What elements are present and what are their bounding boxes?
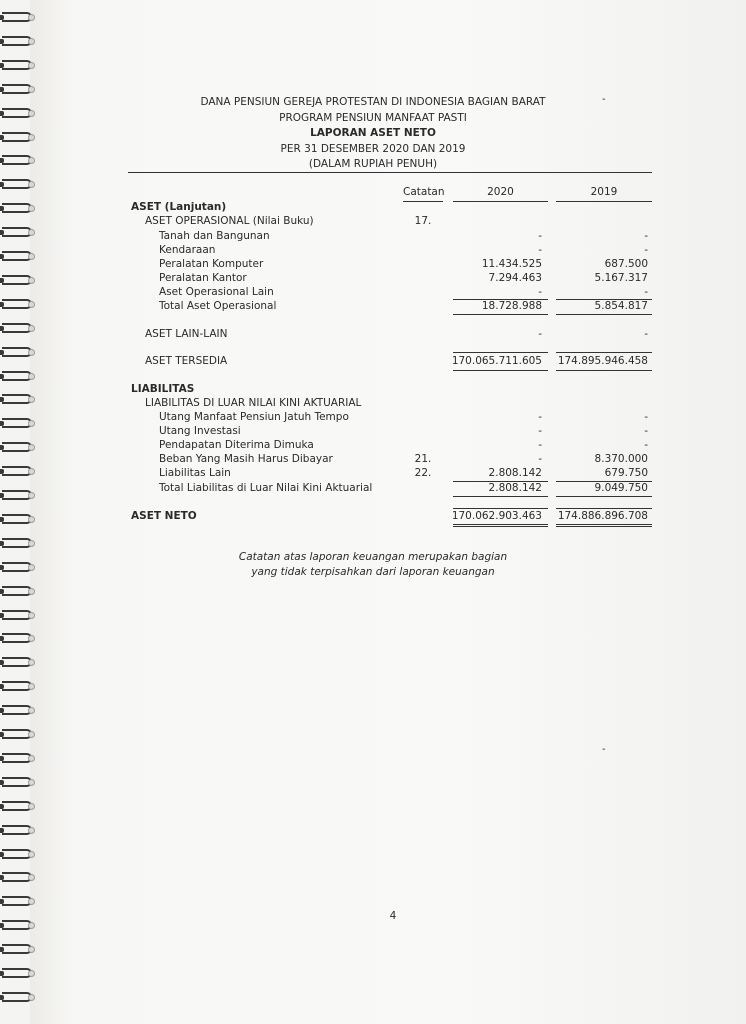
binding-hole xyxy=(28,683,35,690)
binding-hole xyxy=(28,946,35,953)
value-2019: 174.895.946.458 xyxy=(557,355,648,367)
value-2020: 11.434.525 xyxy=(481,258,542,270)
binding-hole xyxy=(28,635,35,642)
binding-hole xyxy=(28,970,35,977)
binding-hole xyxy=(28,779,35,786)
subtotal-rule xyxy=(556,496,652,497)
value-2020: 2.808.142 xyxy=(488,467,542,479)
table-row xyxy=(0,482,746,496)
binding-hole xyxy=(28,874,35,881)
table-row xyxy=(0,383,746,397)
row-label: ASET NETO xyxy=(131,510,197,522)
binding-hole xyxy=(28,62,35,69)
row-note: 22. xyxy=(414,467,432,479)
binding-hole xyxy=(28,803,35,810)
value-2019: 687.500 xyxy=(604,258,648,270)
binding-hole xyxy=(28,731,35,738)
value-2020: - xyxy=(538,439,542,451)
value-2020: - xyxy=(538,425,542,437)
row-label: Utang Investasi xyxy=(159,425,241,437)
footnote-line: yang tidak terpisahkan dari laporan keuangan xyxy=(251,566,495,578)
column-2020-header: 2020 xyxy=(487,186,514,198)
table-row xyxy=(0,272,746,286)
value-2020: 18.728.988 xyxy=(481,300,542,312)
table-row xyxy=(0,215,746,229)
binding-hole xyxy=(28,994,35,1001)
row-label: Kendaraan xyxy=(159,244,216,256)
header-rule xyxy=(128,172,652,173)
binding-hole xyxy=(28,755,35,762)
table-row xyxy=(0,439,746,453)
value-2019: - xyxy=(644,244,648,256)
binding-hole xyxy=(28,14,35,21)
header-report-title: LAPORAN ASET NETO xyxy=(310,127,436,139)
binding-hole xyxy=(28,898,35,905)
row-label: Peralatan Kantor xyxy=(159,272,247,284)
row-label: ASET (Lanjutan) xyxy=(131,201,227,213)
row-label: ASET LAIN-LAIN xyxy=(145,328,228,340)
subtotal-rule xyxy=(453,314,548,315)
table-row xyxy=(0,258,746,272)
table-row xyxy=(0,300,746,314)
row-label: ASET TERSEDIA xyxy=(145,355,228,367)
total-rule xyxy=(453,508,548,509)
stray-mark: - xyxy=(602,94,606,105)
row-label: Beban Yang Masih Harus Dibayar xyxy=(159,453,333,465)
value-2019: - xyxy=(644,411,648,423)
value-2020: - xyxy=(538,286,542,298)
header-period: PER 31 DESEMBER 2020 DAN 2019 xyxy=(280,143,466,155)
total-rule xyxy=(453,370,548,371)
value-2020: - xyxy=(538,411,542,423)
table-row xyxy=(0,510,746,524)
binding-hole xyxy=(28,612,35,619)
binding-hole xyxy=(28,659,35,666)
row-label: LIABILITAS DI LUAR NILAI KINI AKTUARIAL xyxy=(145,397,362,409)
total-rule xyxy=(556,508,652,509)
value-2020: - xyxy=(538,230,542,242)
table-row xyxy=(0,286,746,300)
row-label: Peralatan Komputer xyxy=(159,258,264,270)
row-label: Total Aset Operasional xyxy=(159,300,277,312)
value-2019: 174.886.896.708 xyxy=(557,510,648,522)
table-row xyxy=(0,244,746,258)
header-company: DANA PENSIUN GEREJA PROTESTAN DI INDONESIA BAGIAN BARAT xyxy=(200,96,546,108)
binding-hole xyxy=(28,181,35,188)
binding-hole xyxy=(28,588,35,595)
value-2020: - xyxy=(538,244,542,256)
value-2020: 170.062.903.463 xyxy=(451,510,542,522)
row-label: ASET OPERASIONAL (Nilai Buku) xyxy=(145,215,314,227)
stray-mark: - xyxy=(602,744,606,755)
value-2019: - xyxy=(644,286,648,298)
table-row xyxy=(0,425,746,439)
header-program: PROGRAM PENSIUN MANFAAT PASTI xyxy=(279,112,467,124)
value-2019: 8.370.000 xyxy=(594,453,648,465)
value-2019: 5.167.317 xyxy=(594,272,648,284)
value-2020: - xyxy=(538,328,542,340)
total-rule xyxy=(453,352,548,353)
value-2019: 679.750 xyxy=(604,467,648,479)
subtotal-rule xyxy=(453,496,548,497)
value-2020: 7.294.463 xyxy=(488,272,542,284)
row-label: LIABILITAS xyxy=(131,383,195,395)
binding-hole xyxy=(28,707,35,714)
binding-hole xyxy=(28,851,35,858)
row-label: Aset Operasional Lain xyxy=(159,286,274,298)
page-number: 4 xyxy=(389,910,397,922)
value-2019: - xyxy=(644,439,648,451)
row-label: Tanah dan Bangunan xyxy=(159,230,270,242)
row-label: Pendapatan Diterima Dimuka xyxy=(159,439,314,451)
column-2019-header: 2019 xyxy=(590,186,618,198)
row-label: Utang Manfaat Pensiun Jatuh Tempo xyxy=(159,411,349,423)
total-rule xyxy=(556,370,652,371)
table-row xyxy=(0,453,746,467)
table-row xyxy=(0,397,746,411)
table-row xyxy=(0,467,746,481)
table-row xyxy=(0,230,746,244)
binding-hole xyxy=(28,922,35,929)
value-2020: - xyxy=(538,453,542,465)
value-2020: 2.808.142 xyxy=(488,482,542,494)
total-rule xyxy=(556,352,652,353)
binding-hole xyxy=(28,373,35,380)
binding-hole xyxy=(28,38,35,45)
table-row xyxy=(0,201,746,215)
row-label: Total Liabilitas di Luar Nilai Kini Aktuarial xyxy=(159,482,373,494)
row-note: 21. xyxy=(414,453,432,465)
column-note-header: Catatan xyxy=(403,186,445,198)
value-2019: - xyxy=(644,328,648,340)
grand-total-rule xyxy=(556,524,652,527)
table-row xyxy=(0,328,746,342)
value-2019: 9.049.750 xyxy=(594,482,648,494)
subtotal-rule xyxy=(556,314,652,315)
table-row xyxy=(0,355,746,369)
table-row xyxy=(0,411,746,425)
row-note: 17. xyxy=(414,215,432,227)
binding-hole xyxy=(28,827,35,834)
row-label: Liabilitas Lain xyxy=(159,467,231,479)
value-2019: - xyxy=(644,230,648,242)
value-2019: 5.854.817 xyxy=(594,300,648,312)
grand-total-rule xyxy=(453,524,548,527)
footnote-line: Catatan atas laporan keuangan merupakan bagian xyxy=(238,551,508,563)
binding-hole xyxy=(28,86,35,93)
binding-hole xyxy=(28,540,35,547)
value-2020: 170.065.711.605 xyxy=(451,355,542,367)
header-currency: (DALAM RUPIAH PENUH) xyxy=(308,158,438,170)
value-2019: - xyxy=(644,425,648,437)
